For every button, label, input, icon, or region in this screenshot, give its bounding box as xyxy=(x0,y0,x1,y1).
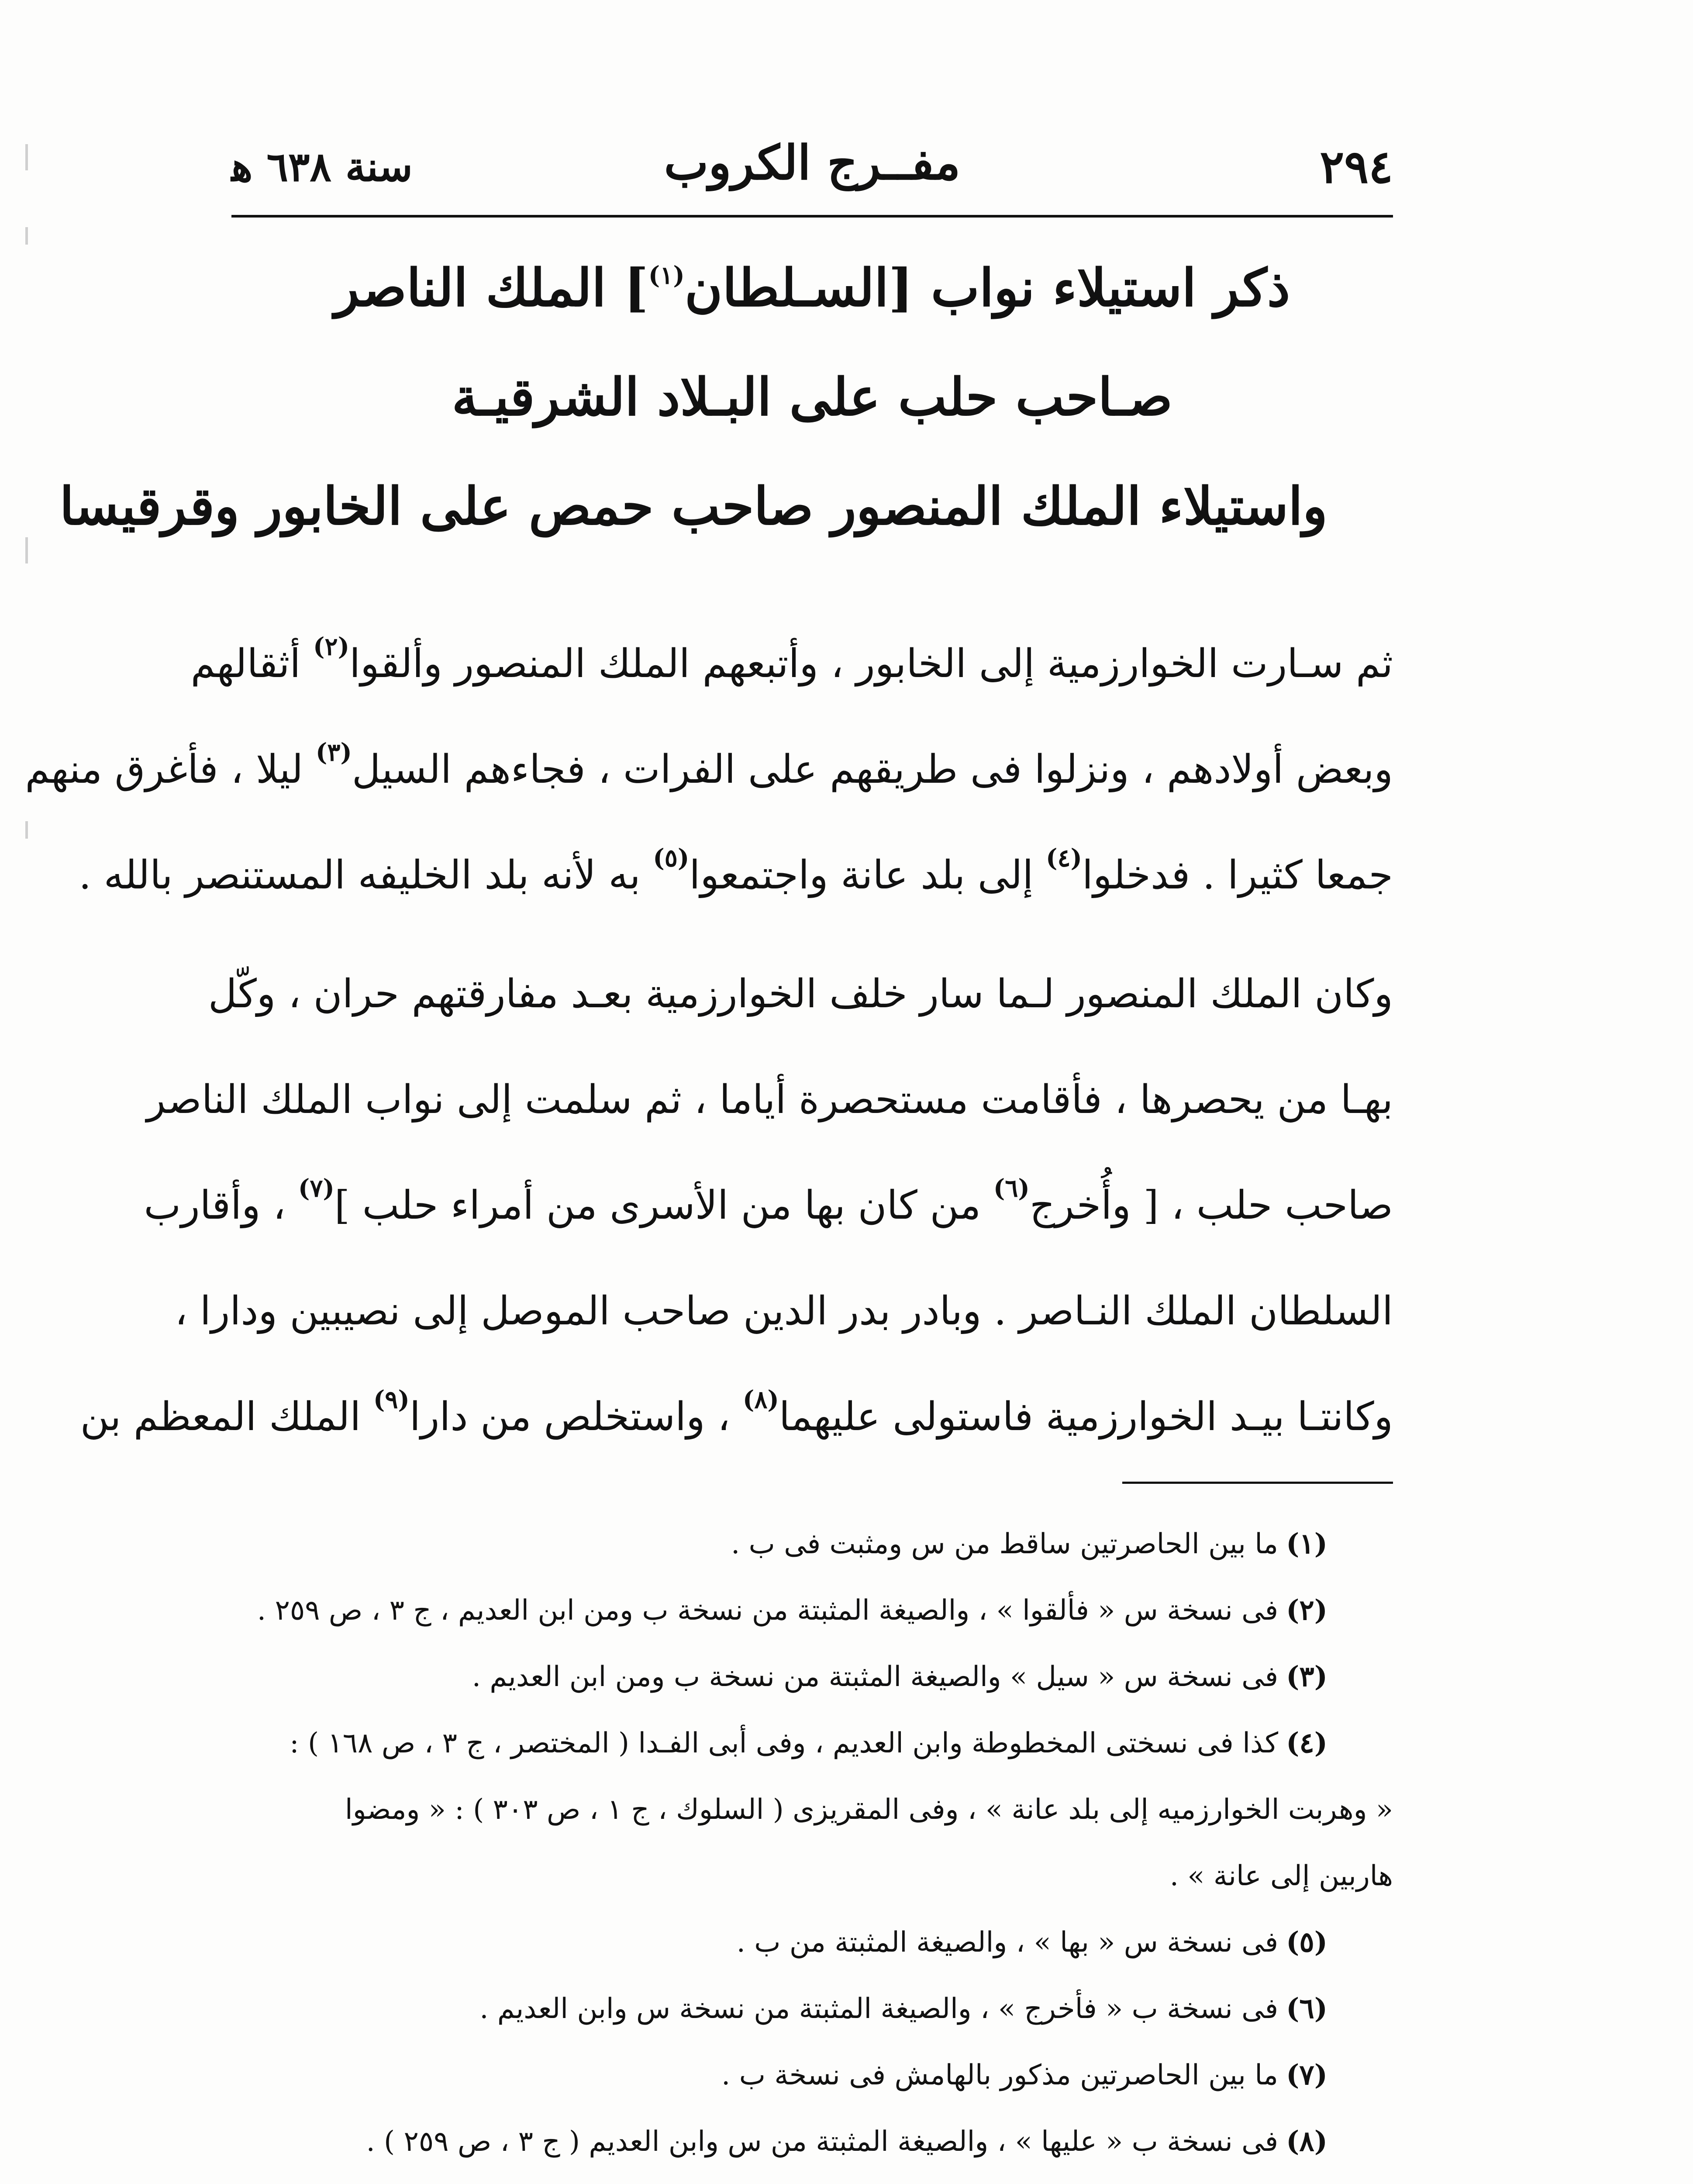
footnote-8 xyxy=(231,2122,1393,2161)
text-run: إلى بلد عانة واجتمعوا xyxy=(689,852,1034,898)
footnote-1 xyxy=(231,1524,1393,1564)
text-run: الملك المعظم بن xyxy=(80,1394,361,1440)
text-run: أثقالهم xyxy=(190,641,301,687)
book-title: مفــرج الكروب xyxy=(664,135,961,190)
text-run: ثم سـارت الخوارزمية إلى الخابور ، وأتبعهم الملك المنصور وألقوا xyxy=(349,641,1393,687)
footnote-number: (٢) xyxy=(1286,1594,1328,1627)
footnote-text: كذا فى نسختى المخطوطة وابن العديم ، وفى أبى الفـدا ( المختصر ، ج ٣ ، ص ١٦٨ ) : xyxy=(290,1727,1279,1759)
footnote-number: (٦) xyxy=(1286,1992,1328,2025)
scan-edge-mark xyxy=(25,144,28,170)
header-rule xyxy=(231,215,1393,218)
scan-edge-mark xyxy=(25,821,28,839)
text-run: ، واستخلص من دارا xyxy=(409,1394,731,1440)
paragraph-gap xyxy=(231,955,1393,968)
footnote-ref: (٢) xyxy=(313,632,350,661)
heading-line-3: واستيلاء الملك المنصور صاحب حمص على الخابور وقرقيسا xyxy=(59,476,1328,536)
footnote-text: فى نسخة س « بها » ، والصيغة المثبتة من ب . xyxy=(736,1926,1279,1959)
footnotes xyxy=(231,1524,1393,2184)
scan-edge-mark xyxy=(25,227,28,245)
body-line xyxy=(25,738,1393,796)
footnote-text: فى نسخة س « سيل » والصيغة المثبتة من نسخة ب ومن ابن العديم . xyxy=(472,1661,1279,1693)
footnote-number: (٧) xyxy=(1286,2059,1328,2091)
footnote-ref: (٧) xyxy=(298,1174,334,1203)
footnote-4-continued: هاربين إلى عانة » . xyxy=(1169,1860,1393,1892)
text-run: جمعا كثيرا . فدخلوا xyxy=(1082,852,1393,898)
footnote-5 xyxy=(231,1923,1393,1962)
heading-line-2: صـاحب حلب على البـلاد الشرقيـة xyxy=(452,366,1173,427)
heading-line-1 xyxy=(297,257,1328,320)
text-run: ، وأقارب xyxy=(144,1182,286,1228)
footnote-ref: (٦) xyxy=(993,1174,1030,1203)
body-text xyxy=(25,632,1393,1496)
heading-text: ] الملك الناصر xyxy=(334,257,648,318)
footnote-ref: (٩) xyxy=(373,1385,410,1414)
body-line xyxy=(144,1174,1393,1232)
footnote-text: ما بين الحاصرتين ساقط من س ومثبت فى ب . xyxy=(731,1528,1279,1560)
body-line xyxy=(80,1385,1393,1443)
footnote-separator xyxy=(1122,1482,1393,1484)
footnote-4 xyxy=(231,1724,1393,1763)
footnote-ref: (٥) xyxy=(653,843,690,873)
footnote-ref: (١) xyxy=(648,261,685,290)
footnote-number: (٨) xyxy=(1286,2125,1328,2158)
text-run: به لأنه بلد الخليفه المستنصر بالله . xyxy=(79,852,641,898)
heading-text: ذكر استيلاء نواب [السـلطان xyxy=(684,257,1290,318)
footnote-2 xyxy=(231,1591,1393,1630)
footnote-text: فى نسخة س « فألقوا » ، والصيغة المثبتة من نسخة ب ومن ابن العديم ، ج ٣ ، ص ٢٥٩ . xyxy=(257,1594,1279,1627)
body-line: السلطان الملك النـاصر . وبادر بدر الدين صاحب الموصل إلى نصيبين ودارا ، xyxy=(175,1288,1393,1334)
footnote-number: (١) xyxy=(1286,1527,1328,1560)
scan-edge-mark xyxy=(25,537,28,563)
footnote-number: (٥) xyxy=(1286,1926,1328,1959)
footnote-7 xyxy=(231,2056,1393,2095)
footnote-ref: (٤) xyxy=(1045,843,1083,873)
footnote-3 xyxy=(231,1657,1393,1697)
running-head xyxy=(231,131,1393,197)
text-run: ليلا ، فأغرق منهم xyxy=(25,746,303,792)
text-run: صاحب حلب ، [ وأُخرج xyxy=(1029,1182,1393,1228)
body-line: وكان الملك المنصور لـما سار خلف الخوارزمية بعـد مفارقتهم حران ، وكّل xyxy=(208,971,1393,1017)
footnote-number: (٣) xyxy=(1286,1660,1328,1693)
body-line: بهـا من يحصرها ، فأقامت مستحصرة أياما ، ثم سلمت إلى نواب الملك الناصر xyxy=(146,1077,1393,1123)
footnote-number: (٤) xyxy=(1286,1727,1328,1759)
footnote-6 xyxy=(231,1989,1393,2028)
footnote-ref: (٨) xyxy=(742,1385,779,1414)
year-label: سنة ٦٣٨ ﻫ xyxy=(231,143,413,190)
text-run: وكانتـا بيـد الخوارزمية فاستولى عليهما xyxy=(779,1394,1393,1440)
footnote-4-continued: « وهربت الخوارزميه إلى بلد عانة » ، وفى المقريزى ( السلوك ، ج ١ ، ص ٣٠٣ ) : « ومضوا xyxy=(345,1794,1393,1826)
page-number: ٢٩٤ xyxy=(1320,140,1393,194)
body-line xyxy=(190,632,1393,690)
body-line xyxy=(79,843,1393,902)
footnote-ref: (٣) xyxy=(315,738,352,767)
text-run: من كان بها من الأسرى من أمراء حلب ] xyxy=(334,1182,981,1228)
chapter-heading xyxy=(59,257,1328,590)
footnote-text: ما بين الحاصرتين مذكور بالهامش فى نسخة ب . xyxy=(721,2059,1279,2091)
footnote-text: فى نسخة ب « عليها » ، والصيغة المثبتة من س وابن العديم ( ج ٣ ، ص ٢٥٩ ) . xyxy=(366,2125,1279,2158)
text-run: وبعض أولادهم ، ونزلوا فى طريقهم على الفرات ، فجاءهم السيل xyxy=(352,746,1393,792)
footnote-text: فى نسخة ب « فأخرج » ، والصيغة المثبتة من نسخة س وابن العديم . xyxy=(479,1993,1279,2025)
